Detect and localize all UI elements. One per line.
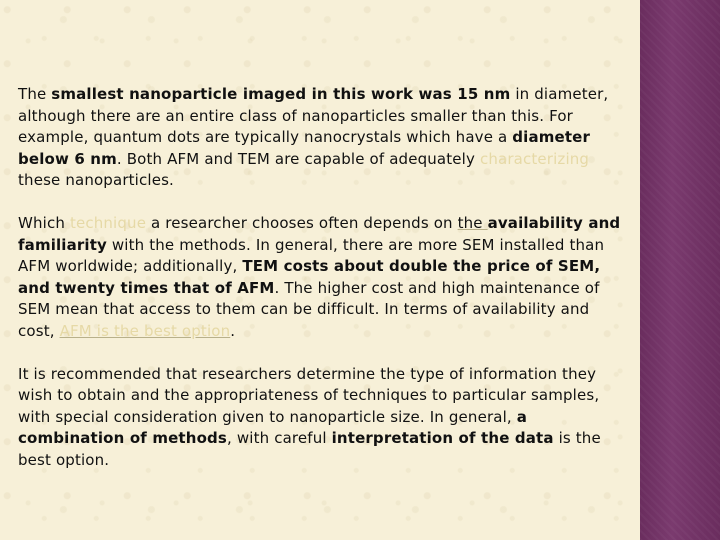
text-run: in diameter, although there are an entire class of nanoparticles smaller than this. For example, quantum dots are typically nanocrystals which have a (18, 85, 609, 146)
text-run: It is recommended that researchers determine the type of information they wish to obtain and the appropriateness of techniques to particular samples, with special consideration given to nanoparticle size. In general, (18, 364, 600, 426)
text-run: , with careful (227, 429, 332, 447)
text-run: is the best option. (18, 429, 601, 469)
bold-run: TEM costs about double the price of SEM, and twenty times that of AFM (18, 257, 601, 297)
faded-run: characterizing (479, 149, 590, 168)
bold-run: diameter below 6 nm (18, 128, 591, 168)
decorative-side-band (640, 0, 720, 540)
paragraph-1 (18, 84, 630, 192)
text-run: these nanoparticles. (18, 171, 174, 189)
bold-run: smallest nanoparticle imaged in this work was 15 nm (51, 85, 511, 103)
underlined-run: the (457, 214, 488, 232)
slide-body-text (18, 84, 630, 493)
faded-run: technique (69, 214, 147, 232)
text-run: with the methods. In general, there are more SEM installed than AFM worldwide; additionally, (18, 235, 605, 275)
bold-run: a combination of methods (18, 407, 528, 447)
paragraph-3 (18, 364, 630, 472)
faded-underlined-run: AFM is the best option (59, 321, 231, 340)
text-run: The (18, 85, 52, 103)
text-run: a researcher chooses often depends on (146, 214, 458, 232)
text-run: . Both AFM and TEM are capable of adequately (116, 149, 480, 168)
paragraph-2 (18, 213, 630, 342)
text-run: . The higher cost and high maintenance of SEM mean that access to them can be difficult. In terms of availability and cost, (18, 278, 600, 340)
text-run: Which (18, 214, 70, 232)
bold-run: availability and familiarity (18, 214, 621, 254)
text-run: . (230, 321, 236, 340)
bold-run: interpretation of the data (331, 429, 554, 447)
